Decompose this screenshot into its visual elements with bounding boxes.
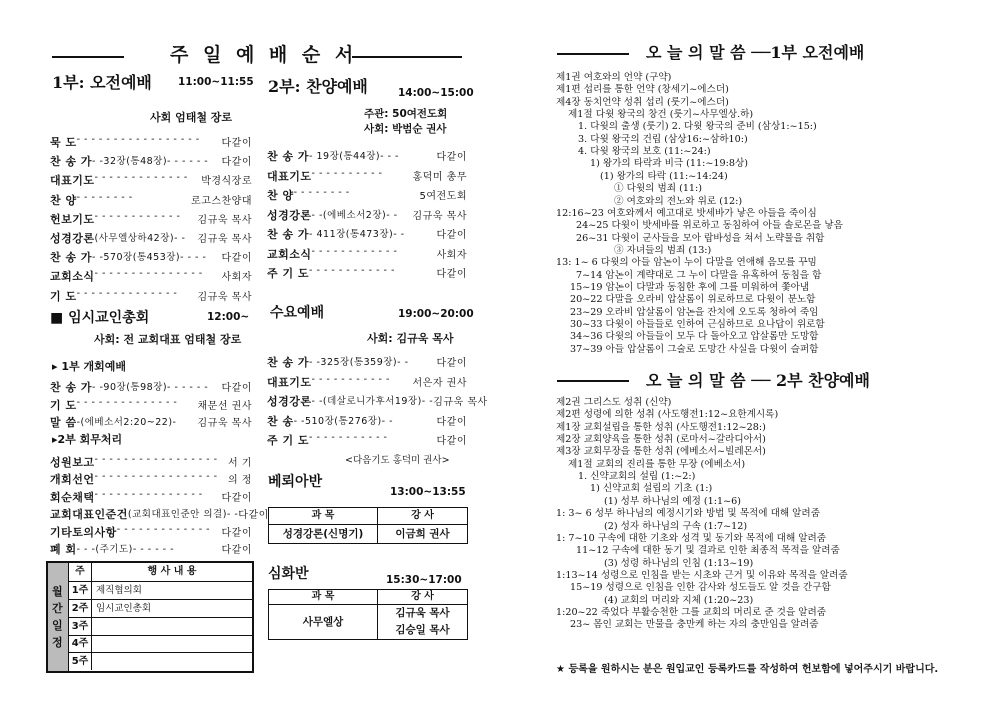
order-row	[50, 134, 252, 150]
berea-col-teacher: 강 사	[411, 510, 434, 521]
order-person: 의 정	[228, 475, 252, 487]
outline-line: 제1절 다윗 왕국의 창건 (룻기~사무엘상.하)	[568, 109, 754, 121]
order-row	[50, 471, 252, 487]
order-row	[50, 489, 252, 505]
order-row	[50, 230, 252, 246]
order-person: 김규욱 목사	[412, 210, 467, 222]
meeting-heading: ■ 임시교인총회	[50, 310, 150, 326]
outline-line: 23~29 오라비 압살롬이 암논을 잔치에 오도록 청하여 죽임	[570, 306, 819, 318]
order-person: 다같이	[238, 510, 269, 522]
order-row	[267, 374, 467, 390]
wednesday-heading: 수요예배	[270, 305, 325, 321]
outline-line: 제3장 교회무장을 통한 성취 (에베소서~빌레몬서)	[556, 446, 766, 458]
order-detail: - -510장(통276장)- -	[293, 415, 394, 427]
order-detail: - - - - - - - - - - - - - -	[76, 396, 178, 408]
part2-presider: 사회: 박범순 권사	[364, 123, 447, 135]
order-person: 김규욱 목사	[197, 291, 252, 303]
outline-line: 15~19 성령으로 인침을 인한 감사와 성도들도 알 것을 간구함	[570, 582, 831, 594]
order-label: 찬 양	[50, 193, 77, 207]
order-person: 다같이	[436, 416, 467, 428]
monthly-schedule	[46, 561, 254, 673]
wednesday-presider: 사회: 김규욱 목사	[367, 332, 454, 345]
order-detail: - - - - - - - - - - - -	[311, 245, 398, 257]
order-detail: - -(에베소서2장)- -	[311, 209, 398, 221]
schedule-week: 4주	[69, 635, 92, 653]
divider	[352, 56, 462, 58]
divider	[52, 56, 124, 58]
order-person: 홍덕미 총무	[412, 171, 467, 183]
order-row	[50, 506, 269, 522]
order-detail: - - - - - - - - - - - - -	[94, 172, 188, 184]
outline-line: 7~14 암논이 계략대로 그 누이 다말을 유혹하여 동침을 함	[576, 269, 822, 281]
advanced-teacher-2: 김승일 목사	[395, 624, 450, 636]
order-label: 헌보기도	[50, 212, 95, 226]
part2-heading: 2부: 찬양예배	[268, 77, 368, 96]
outline-line: 37~39 아들 압살롬이 그술로 도망간 사실을 다윗이 슬퍼함	[570, 343, 819, 355]
page-title: 주 일 예 배 순 서	[170, 44, 358, 66]
wednesday-time: 19:00~20:00	[398, 308, 474, 320]
outline-line: 15~19 암논이 다말과 동침한 후에 그를 미워하여 쫓아냄	[570, 281, 810, 293]
advanced-time: 15:30~17:00	[386, 574, 462, 586]
outline-line: 13: 1~ 6 다윗의 아들 암논이 누이 다말을 연애해 음모를 꾸밈	[556, 257, 817, 269]
order-row	[267, 207, 467, 223]
order-row	[267, 432, 467, 448]
schedule-event: 임시교인총회	[92, 600, 252, 618]
registration-notice: ★ 등록을 원하시는 분은 원입교인 등록카드를 작성하여 헌보함에 넣어주시기 바랍니다.	[556, 664, 939, 675]
order-label: 개회선언	[50, 473, 95, 487]
order-label: 말 씀	[50, 416, 77, 429]
schedule-week: 3주	[69, 618, 92, 636]
order-person: 다같이	[436, 269, 467, 280]
outline-line: 34~36 다윗의 아들들이 모두 다 돌아오고 압살롬만 도망함	[570, 331, 819, 343]
order-person: 사회자	[436, 249, 467, 261]
outline-line: 20~22 다말을 오라비 압살롬이 위로하므로 다윗이 분노함	[570, 294, 816, 306]
order-row	[50, 414, 252, 430]
order-person: 다같이	[436, 436, 467, 447]
order-person: 다같이	[221, 138, 252, 149]
order-detail: - - - - - - - - - - - - - - - - -	[94, 454, 218, 465]
order-label: 주 기 도	[267, 267, 310, 280]
outline-line: 26~31 다윗이 군사들을 모아 랍바성을 쳐서 노략물을 취함	[576, 232, 825, 244]
meeting-sub2: ▸2부 회무처리	[52, 433, 123, 446]
order-detail: - - - - - - - - - - - - - - - - -	[94, 471, 218, 483]
schedule-week: 5주	[69, 653, 92, 670]
order-row	[267, 168, 467, 184]
order-detail: - - - - - - - -	[76, 191, 133, 203]
order-person: 김규욱 목사	[197, 418, 252, 429]
order-label: 회순채택	[50, 490, 95, 504]
schedule-event	[92, 653, 252, 670]
meeting-time: 12:00~	[207, 311, 250, 323]
order-row	[50, 268, 252, 284]
order-label: 찬 송 가	[267, 228, 310, 241]
outline-line: 제1장 교회설립을 통한 성취 (사도행전1:12~28:)	[556, 421, 766, 433]
outline-line: (1) 성부 하나님의 예정 (1:1~6)	[604, 495, 741, 507]
advanced-teacher-1: 김규욱 목사	[395, 607, 450, 619]
part1-presider: 사회 엄태철 장로	[150, 111, 233, 124]
order-label: 교회소식	[267, 247, 312, 261]
order-label: 성원보고	[50, 456, 95, 469]
berea-subject: 성경강론(신명기)	[269, 525, 378, 543]
order-person: 채문선 권사	[197, 400, 252, 412]
advanced-table	[268, 589, 468, 640]
order-row	[50, 172, 252, 188]
order-label: 찬 송 가	[50, 155, 93, 169]
order-row	[50, 379, 252, 395]
order-label: 찬 송 가	[50, 381, 93, 394]
order-row	[50, 249, 252, 265]
outline-line: 제1편 섭리를 통한 언약 (창세기~에스더)	[556, 84, 729, 96]
order-person: 다같이	[436, 358, 467, 369]
outline-line: 1:13~14 성령으로 인침을 받는 시초와 근거 및 이유와 목적을 알려줌	[556, 569, 848, 581]
meeting-presider: 사회: 전 교회대표 엄태철 장로	[94, 333, 242, 346]
schedule-side-label: 월간일정	[52, 585, 63, 649]
order-detail: - - - - - - - - - - - -	[309, 265, 395, 276]
advanced-col-subject: 과 목	[269, 590, 378, 604]
order-person: 다같이	[221, 492, 252, 504]
order-person: 김규욱 목사	[197, 234, 252, 245]
order-detail: - -325장(통359장)- -	[309, 357, 409, 368]
order-detail: - 19장(통44장)- - -	[309, 151, 399, 162]
order-person: 다같이	[221, 157, 252, 169]
order-detail: - - - - - - - - - - - - - - -	[94, 268, 203, 280]
order-row	[50, 454, 252, 470]
order-row	[267, 413, 467, 429]
order-label: 주 기 도	[267, 434, 310, 447]
outline-line: 1: 7~10 구속에 대한 기초와 성격 및 동기와 목적에 대해 알려줌	[556, 532, 827, 544]
order-detail: - - - - - - - - - - - - - - -	[94, 488, 203, 500]
order-person: 박경식장로	[201, 176, 252, 188]
outline-line: 3. 다윗 왕국의 건립 (삼상16:~삼하10:)	[578, 133, 748, 145]
order-label: 폐 회	[50, 543, 77, 556]
order-row	[267, 187, 467, 203]
advanced-subject: 사무엘상	[269, 605, 378, 639]
outline-line: 1. 신약교회의 설립 (1:~2:)	[578, 471, 696, 483]
outline-line: 23~ 몸인 교회는 만물을 충만케 하는 자의 충만임을 알려줌	[570, 619, 819, 631]
order-row	[50, 524, 252, 540]
order-label: 찬 송 가	[50, 251, 93, 265]
order-label: 대표기도	[267, 375, 312, 389]
berea-table	[268, 507, 468, 544]
outline-line: 제1절 교회의 진리를 통한 무장 (에베소서)	[568, 458, 746, 470]
order-person: 5여전도회	[419, 191, 467, 202]
outline-line: 11~12 구속에 대한 동기 및 결과로 인한 최종적 목적을 알려줌	[576, 545, 840, 557]
outline-line: ① 다윗의 범죄 (11:)	[614, 183, 703, 195]
schedule-event	[92, 618, 252, 636]
order-label: 대표기도	[50, 174, 95, 188]
outline-line: 4. 다윗 왕국의 보호 (11:~24:)	[578, 146, 711, 158]
part2-host: 주관: 50여전도회	[364, 108, 448, 120]
outline-line: 제4장 동치언약 성취 섭리 (룻기~에스더)	[556, 96, 729, 108]
order-detail: - - - - - - - - - - -	[311, 373, 390, 385]
order-person: 사회자	[221, 272, 252, 284]
order-person: 다같이	[436, 230, 467, 241]
order-row	[267, 393, 488, 409]
divider	[557, 380, 629, 382]
order-detail: - - -(주기도)- - - - - -	[76, 544, 175, 555]
order-label: 성경강론	[50, 232, 95, 245]
outline-line: 12:16~23 여호와께서 예고대로 밧세바가 낳은 아들을 죽이심	[556, 207, 817, 219]
outline-line: 1. 다윗의 출생 (룻기) 2. 다윗 왕국의 준비 (삼상1:~15:)	[578, 121, 817, 133]
order-detail: -(에베소서2:20~22)-	[76, 417, 177, 428]
order-detail: - -32장(통48장)- - - - - -	[92, 156, 209, 168]
outline-line: (1) 왕가의 타락 (11:~14:24)	[600, 170, 728, 182]
order-detail: - - - - - - - - - - - - -	[116, 523, 211, 535]
schedule-week: 2주	[69, 600, 92, 618]
order-person: 다같이	[221, 253, 252, 265]
schedule-event	[92, 635, 252, 653]
order-detail: - - - - - - - - - - - - - -	[76, 287, 178, 299]
order-person: 다같이	[436, 152, 467, 163]
order-person: 다같이	[221, 383, 252, 394]
schedule-col-week: 주	[69, 563, 92, 582]
order-detail: - -(데살로니가후서19장)- -	[311, 396, 434, 407]
order-row	[267, 148, 467, 164]
order-row	[267, 246, 467, 262]
berea-heading: 베뢰아반	[268, 474, 323, 490]
order-row	[50, 211, 252, 227]
outline-line: (3) 성령 하나님의 인침 (1:13~19)	[604, 557, 754, 569]
order-person: 로고스찬양대	[191, 195, 252, 207]
outline-line: (4) 교회의 머리와 지체 (1:20~23)	[604, 594, 754, 606]
order-label: 묵 도	[50, 136, 77, 149]
order-row	[267, 226, 467, 242]
outline-line: 제2장 교회양육을 통한 성취 (로마서~갈라디아서)	[556, 434, 766, 446]
order-detail: - - - - - - - -	[293, 187, 350, 198]
outline-line: 24~25 다윗이 밧세바를 위로하고 동침하여 아들 솔로몬을 낳음	[576, 220, 843, 232]
order-person: 김규욱 목사	[433, 397, 488, 408]
prayer-note: <다음기도 홍덕미 권사>	[345, 455, 450, 466]
order-row	[267, 265, 467, 281]
berea-col-subject: 과 목	[269, 508, 378, 524]
outline-line: 1) 신약교회 설립의 기초 (1:)	[590, 483, 713, 495]
outline-line: ② 여호와의 전노와 위로 (12:)	[614, 195, 743, 207]
order-detail: - - - - - - - - - - -	[309, 432, 388, 443]
outline-line: 1) 왕가의 타락과 비극 (11:~19:8상)	[590, 158, 748, 170]
order-label: 기타토의사항	[50, 525, 117, 539]
order-label: 기 도	[50, 289, 77, 303]
order-row	[50, 397, 252, 413]
order-label: 교회대표인준건	[50, 508, 128, 522]
order-detail: (교회대표인준안 의결)- -	[127, 509, 239, 521]
meeting-sub1: ▸ 1부 개회예배	[52, 360, 126, 373]
schedule-side-header	[48, 563, 69, 671]
order-label: 찬 송	[267, 414, 294, 428]
sermon-title-2: 오 늘 의 말 씀 ── 2부 찬양예배	[646, 371, 870, 390]
order-label: 성경강론	[267, 208, 312, 222]
part1-time: 11:00~11:55	[178, 76, 254, 88]
order-detail: - - - - - - - - - - - - - - - - -	[76, 134, 200, 145]
order-row	[50, 192, 252, 208]
order-label: 기 도	[50, 398, 77, 412]
order-person: 다같이	[221, 545, 252, 556]
advanced-heading: 심화반	[268, 566, 309, 582]
order-label: 대표기도	[267, 169, 312, 183]
order-detail: (사무엘상하42장)- -	[94, 233, 186, 244]
berea-time: 13:00~13:55	[390, 486, 466, 498]
order-person: 서은자 권사	[412, 377, 467, 389]
order-person: 서 기	[228, 458, 252, 469]
order-row	[50, 288, 252, 304]
outline-line: 제1권 여호와의 언약 (구약)	[556, 72, 672, 83]
order-row	[50, 153, 252, 169]
divider	[557, 53, 629, 55]
order-label: 찬 양	[267, 189, 294, 202]
part1-heading: 1부: 오전예배	[52, 73, 152, 92]
advanced-col-teacher: 강 사	[411, 591, 434, 602]
outline-line: (2) 성자 하나님의 구속 (1:7~12)	[604, 520, 748, 532]
order-row	[267, 354, 467, 370]
order-detail: - - - - - - - - - - - -	[94, 210, 181, 222]
order-label: 찬 송 가	[267, 356, 310, 369]
order-person: 김규욱 목사	[197, 214, 252, 226]
outline-line: 1:20~22 죽었다 부활승천한 그를 교회의 머리로 준 것을 알려줌	[556, 606, 827, 618]
order-label: 교회소식	[50, 270, 95, 284]
outline-line: 30~33 다윗이 아들들로 인하여 근심하므로 요나답이 위로함	[570, 319, 825, 330]
schedule-col-event: 행 사 내 용	[92, 563, 252, 582]
order-label: 찬 송 가	[267, 150, 310, 163]
order-label: 성경강론	[267, 395, 312, 408]
order-row	[50, 541, 252, 557]
berea-teacher: 이금희 권사	[395, 528, 450, 540]
outline-line: ③ 자녀들의 범죄 (13:)	[614, 244, 712, 256]
outline-line: 제2권 그리스도 성취 (신약)	[556, 397, 672, 408]
outline-line: 1: 3~ 6 성부 하나님의 예정시기와 방법 및 목적에 대해 알려줌	[556, 508, 820, 520]
order-person: 다같이	[221, 527, 252, 539]
order-detail: - -570장(통453장)- - - -	[92, 252, 207, 264]
part2-time: 14:00~15:00	[398, 87, 474, 99]
order-detail: - - - - - - - - - -	[311, 167, 383, 179]
order-detail: - -90장(통98장)- - - - - -	[92, 382, 209, 393]
sermon-title-1: 오 늘 의 말 씀 ──1부 오전예배	[646, 43, 865, 62]
order-detail: - 411장(통473장)- -	[309, 229, 405, 240]
outline-line: 제2편 성령에 의한 성취 (사도행전1:12~요한계시록)	[556, 409, 779, 421]
schedule-week: 1주	[69, 582, 92, 600]
schedule-event: 제직협의회	[92, 582, 252, 600]
